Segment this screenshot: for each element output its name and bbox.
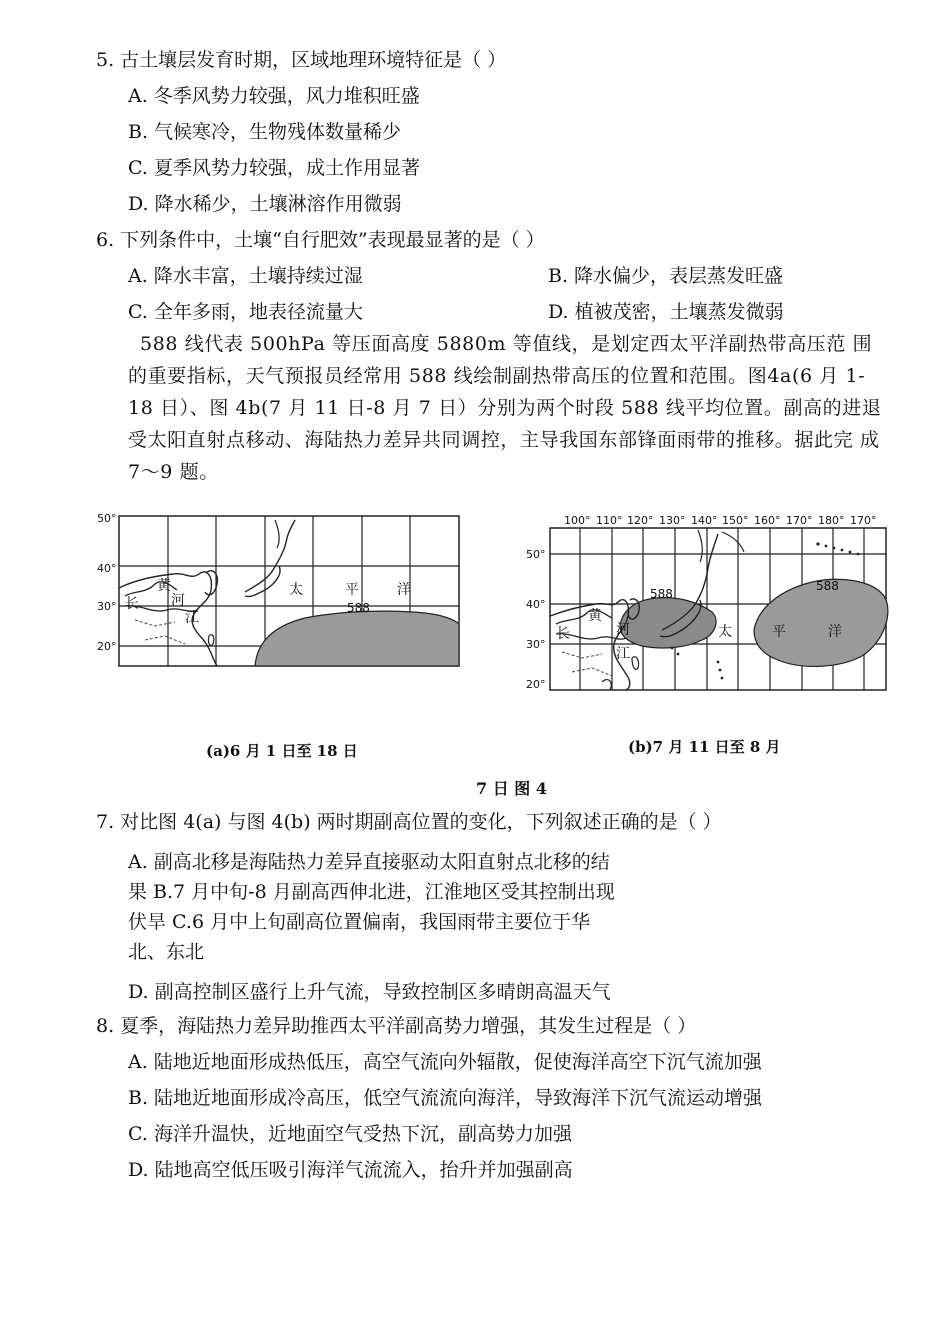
map-b-lon-110: 110° [596,514,623,527]
q8-option-a: A. 陆地近地面形成热低压，高空气流向外辐散，促使海洋高空下沉气流加强 [128,1051,762,1073]
q8-option-d: D. 陆地高空低压吸引海洋气流流入，抬升并加强副高 [128,1159,573,1181]
q5-option-d: D. 降水稀少，土壤淋溶作用微弱 [128,193,402,215]
map-b-label-yang: 洋 [828,624,842,640]
map-b-588-west-label: 588 [650,587,673,601]
map-b-lat-30: 30° [526,638,546,651]
map-a-label-huang: 黄 [157,578,171,594]
map-b-label-ping: 平 [772,624,786,640]
map-a-label-chang: 长 [125,596,139,612]
q5-option-b: B. 气候寒冷，生物残体数量稀少 [128,121,402,143]
map-a [95,510,465,675]
map-b-lon-170w: 170° [850,514,877,527]
q5-option-c: C. 夏季风势力较强，成土作用显著 [128,157,420,179]
q7-option-d: D. 副高控制区盛行上升气流，导致控制区多晴朗高温天气 [128,981,611,1003]
map-a-label-jiang: 江 [185,610,199,626]
passage-text: 588 线代表 500hPa 等压面高度 5880m 等值线，是划定西太平洋副热带高压范 围的重要指标，天气预报员经常用 588 线绘制副热带高压的位置和范围。图4a(6 月 1-18 日）、图 4b(7 月 11 日-8 月 7 日）分别为两个时段 588 线平均位置。副高的进退 受太阳直射点移动、海陆热力差异共同调控，主导我国东部锋面雨带的推移。据此完 成 7～9 题。 [128,333,882,483]
q7-option-c: 伏旱 C.6 月中上旬副高位置偏南，我国雨带主要位于华 [128,911,591,933]
q8-stem: 8. 夏季，海陆热力差异助推西太平洋副高势力增强，其发生过程是（ ） [96,1015,697,1037]
q8-option-b: B. 陆地近地面形成冷高压，低空气流流向海洋，导致海洋下沉气流运动增强 [128,1087,763,1109]
map-b-lon-100: 100° [564,514,591,527]
subtropical-high-area-b-west [620,598,716,648]
map-b-label-chang: 长 [556,626,570,642]
map-b-lat-50: 50° [526,548,546,561]
q6-option-d: D. 植被茂密，土壤蒸发微弱 [548,301,784,323]
map-b [522,512,892,702]
map-a-lat-30: 30° [97,600,117,613]
q7-option-c-cont: 北、东北 [128,941,205,963]
map-b-lon-140: 140° [691,514,718,527]
map-b-label-he: 河 [616,622,630,638]
map-a-label-yang: 洋 [397,582,411,598]
figure-caption: 7 日 图 4 [476,779,547,798]
map-b-588-east-label: 588 [816,579,839,593]
map-b-label-jiang: 江 [616,646,630,662]
q6-option-c: C. 全年多雨，地表径流量大 [128,301,363,323]
map-b-lon-120: 120° [627,514,654,527]
map-b-lon-180: 180° [818,514,845,527]
map-a-label-he: 河 [171,593,185,609]
q5-stem: 5. 古土壤层发育时期，区域地理环境特征是（ ） [96,49,507,71]
map-b-lat-40: 40° [526,598,546,611]
map-b-lon-150: 150° [722,514,749,527]
map-a-lat-40: 40° [97,562,117,575]
map-b-lon-170: 170° [786,514,813,527]
q7-option-a: A. 副高北移是海陆热力差异直接驱动太阳直射点北移的结 [128,851,610,873]
map-b-lon-160: 160° [754,514,781,527]
map-a-label-ping: 平 [345,582,359,598]
map-a-lat-50: 50° [97,512,117,525]
q5-option-a: A. 冬季风势力较强，风力堆积旺盛 [128,85,420,107]
map-a-label-tai: 太 [289,582,303,598]
map-b-caption: (b)7 月 11 日至 8 月 [628,738,781,756]
map-b-lat-20: 20° [526,678,546,691]
map-a-588-label: 588 [347,601,370,615]
q7-stem: 7. 对比图 4(a) 与图 4(b) 两时期副高位置的变化，下列叙述正确的是（ ） [96,811,722,833]
map-b-label-huang: 黄 [588,608,602,624]
map-b-lon-130: 130° [659,514,686,527]
q8-option-c: C. 海洋升温快，近地面空气受热下沉，副高势力加强 [128,1123,572,1145]
map-a-lat-20: 20° [97,640,117,653]
q6-stem: 6. 下列条件中，土壤“自行肥效”表现最显著的是（ ） [96,229,545,251]
q6-option-b: B. 降水偏少，表层蒸发旺盛 [548,265,784,287]
map-b-label-tai: 太 [718,624,732,640]
q6-option-a: A. 降水丰富，土壤持续过湿 [128,265,363,287]
q7-option-b: 果 B.7 月中旬-8 月副高西伸北进，江淮地区受其控制出现 [128,881,615,903]
map-a-caption: (a)6 月 1 日至 18 日 [206,742,358,760]
